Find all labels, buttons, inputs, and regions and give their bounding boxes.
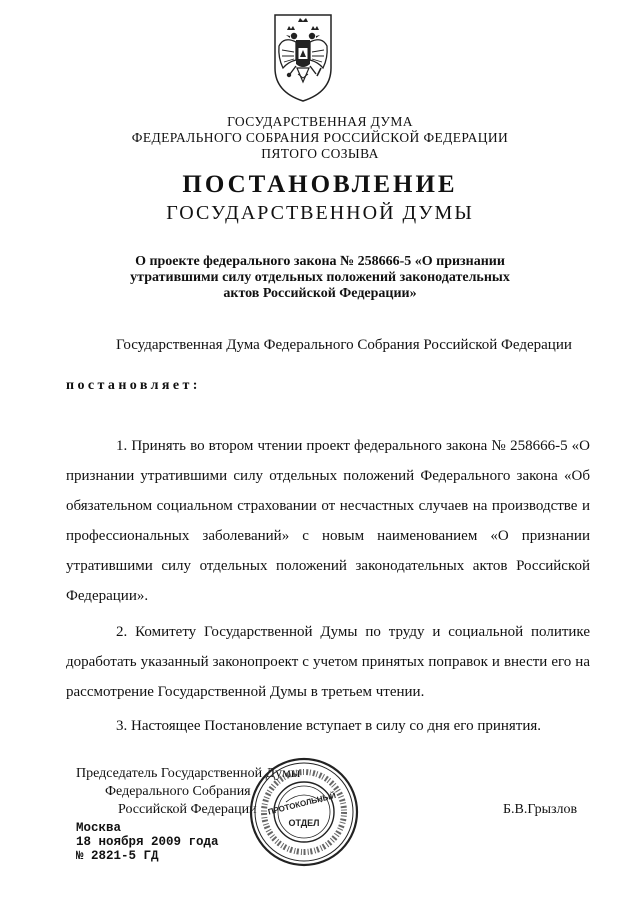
- subject-line: утратившими силу отдельных положений законодательных: [130, 270, 510, 285]
- stamp-department: ОТДЕЛ: [288, 818, 320, 828]
- document-subject: [80, 254, 560, 302]
- document-issuer: ГОСУДАРСТВЕННОЙ ДУМЫ: [166, 202, 474, 224]
- preamble: Государственная Дума Федерального Собрания Российской Федерации: [116, 337, 572, 353]
- paragraph-1: 1. Принять во втором чтении проект федерального закона № 258666-5 «О признании утратившими силу отдельных положений Федерального закона «Об обязательном социальном страховании от несчастных случаев на производстве и профессиональных заболеваний» с новым наименованием «О признании утратившими силу отдельных положений законодательных актов Российской Федерации».: [66, 438, 590, 604]
- signer-name: Б.В.Грызлов: [503, 802, 578, 817]
- header-line-duma: ГОСУДАРСТВЕННАЯ ДУМА: [227, 114, 413, 129]
- coat-of-arms-icon: [272, 12, 334, 104]
- signer-title-line: Российской Федерации: [118, 802, 257, 817]
- subject-line: актов Российской Федерации»: [223, 286, 417, 301]
- subject-line: О проекте федерального закона № 258666-5 «О признании: [135, 254, 505, 269]
- registration-city: Москва: [76, 821, 122, 835]
- resolves-word: постановляет:: [66, 378, 201, 393]
- header-line-assembly: ФЕДЕРАЛЬНОГО СОБРАНИЯ РОССИЙСКОЙ ФЕДЕРАЦИИ: [131, 130, 509, 145]
- signer-title-line: Федерального Собрания: [105, 784, 251, 799]
- signer-title-line: Председатель Государственной Думы: [76, 766, 301, 781]
- stamp-center-text: ПРОТОКОЛЬНЫЙ: [267, 790, 337, 817]
- header-line-convocation: ПЯТОГО СОЗЫВА: [261, 146, 379, 161]
- registration-number: № 2821-5 ГД: [76, 849, 159, 863]
- paragraph-2: 2. Комитету Государственной Думы по труду и социальной политике доработать указанный законопроект с учетом принятых поправок и внести его на рассмотрение Государственной Думы в третьем чтении.: [66, 624, 590, 700]
- document-type: ПОСТАНОВЛЕНИЕ: [182, 171, 458, 198]
- paragraph-3: 3. Настоящее Постановление вступает в силу со дня его принятия.: [116, 718, 542, 734]
- registration-date: 18 ноября 2009 года: [76, 835, 219, 849]
- official-stamp-icon: [248, 756, 360, 868]
